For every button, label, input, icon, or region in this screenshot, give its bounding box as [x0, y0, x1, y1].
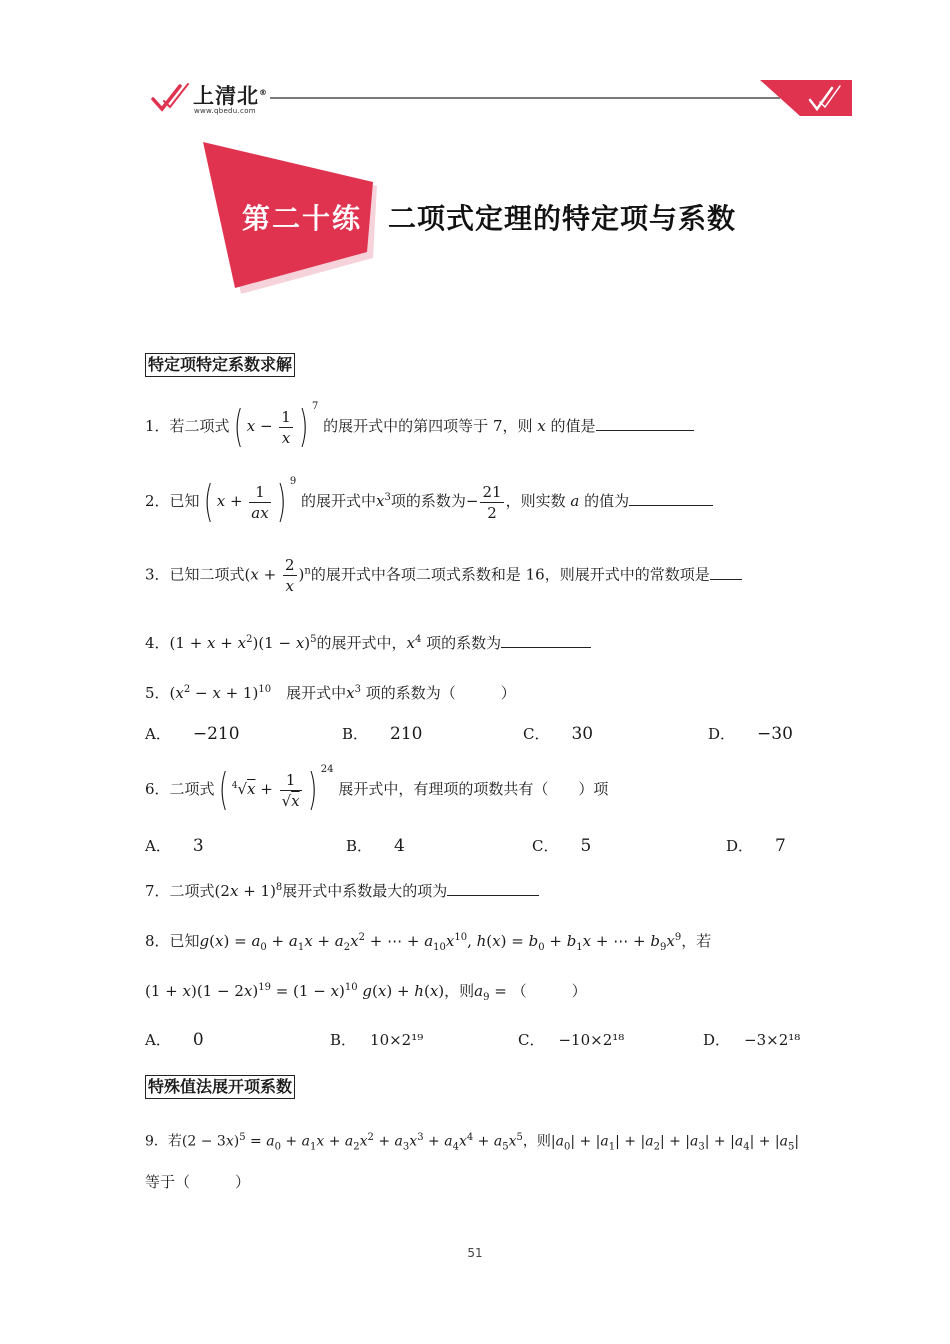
question-8: 8．已知$g(x) = a_0 + a_1x + a_2x^2$ + ⋯ + $a_{10}x^{10}$, $h(x) = b_0 + b_1x$ + ⋯ + $b_9x^9$，若	[145, 932, 712, 953]
question-1: 1．若二项式( x − $\frac{1}{x}$ ) $^7$ 的展开式中的第四项等于 7，则 x 的值是	[145, 405, 694, 449]
q8-option-d[interactable]: D． −3×2¹⁸	[703, 1031, 801, 1049]
q6-option-b[interactable]: B． 4	[346, 836, 405, 856]
q6-option-d[interactable]: D． 7	[726, 836, 786, 856]
q8-option-a[interactable]: A． 0	[145, 1030, 204, 1050]
header-divider	[270, 97, 780, 99]
brand-url: www.qbedu.com	[194, 107, 256, 115]
question-3: 3．已知二项式(x + $\frac{2}{x}$ )$^n$的展开式中各项二项式系数和是 16，则展开式中的常数项是	[145, 555, 742, 596]
header-flag-icon	[760, 80, 852, 116]
question-8-line-2: $(1 + x)(1 - 2x)^{19} = (1 - x)^{10}$ g(x) + h(x)，则$a_9$ = （ ）	[145, 982, 587, 1003]
page-header	[0, 0, 950, 130]
lesson-number: 第二十练	[242, 202, 363, 235]
q6-option-a[interactable]: A． 3	[145, 836, 204, 856]
question-6: 6．二项式( $^4$√x + $\frac{1}{√x}$ ) $^{24}$ 展开式中，有理项的项数共有（ ）项	[145, 764, 609, 815]
question-4: 4．$(1 + x + x^2)(1 - x)^5$的展开式中，$x^4$ 项的系数为	[145, 630, 591, 653]
section-heading-1: 特定项特定系数求解	[145, 353, 295, 377]
section-heading-2: 特殊值法展开项系数	[145, 1075, 295, 1099]
question-2: 2．已知( x + $\frac{1}{ax}$ ) $^9$ 的展开式中$x^3$项的系数为− $\frac{21}{2}$ ，则实数 a 的值为	[145, 480, 713, 524]
q5-option-a[interactable]: A． −210	[145, 724, 240, 744]
question-9-line-2: 等于（ ）	[145, 1173, 251, 1191]
q5-option-b[interactable]: B． 210	[342, 724, 423, 744]
q5-option-d[interactable]: D． −30	[708, 724, 793, 744]
question-9: 9．若$(2 - 3x)^5 = a_0 + a_1x + a_2x^2 + a_3x^3 + a_4x^4 + a_5x^5$，则$|a_0| + |a_1| + |a_2| + |a_3| + |a_4| + |a_5|$	[145, 1132, 800, 1153]
q8-option-b[interactable]: B． 10×2¹⁹	[330, 1031, 424, 1049]
q6-option-c[interactable]: C． 5	[532, 836, 592, 856]
page-title: 二项式定理的特定项与系数	[388, 202, 737, 235]
checkmark-logo-icon	[150, 82, 192, 112]
question-7: 7．二项式$(2x + 1)^8$展开式中系数最大的项为	[145, 878, 539, 901]
question-5: 5．$(x^2 - x + 1)^{10}$ 展开式中$x^3$ 项的系数为（ ）	[145, 684, 516, 702]
q5-option-c[interactable]: C． 30	[523, 724, 594, 744]
q8-option-c[interactable]: C． −10×2¹⁸	[518, 1031, 625, 1049]
page-number: 51	[467, 1246, 483, 1260]
brand-name: 上清北®	[193, 84, 268, 108]
